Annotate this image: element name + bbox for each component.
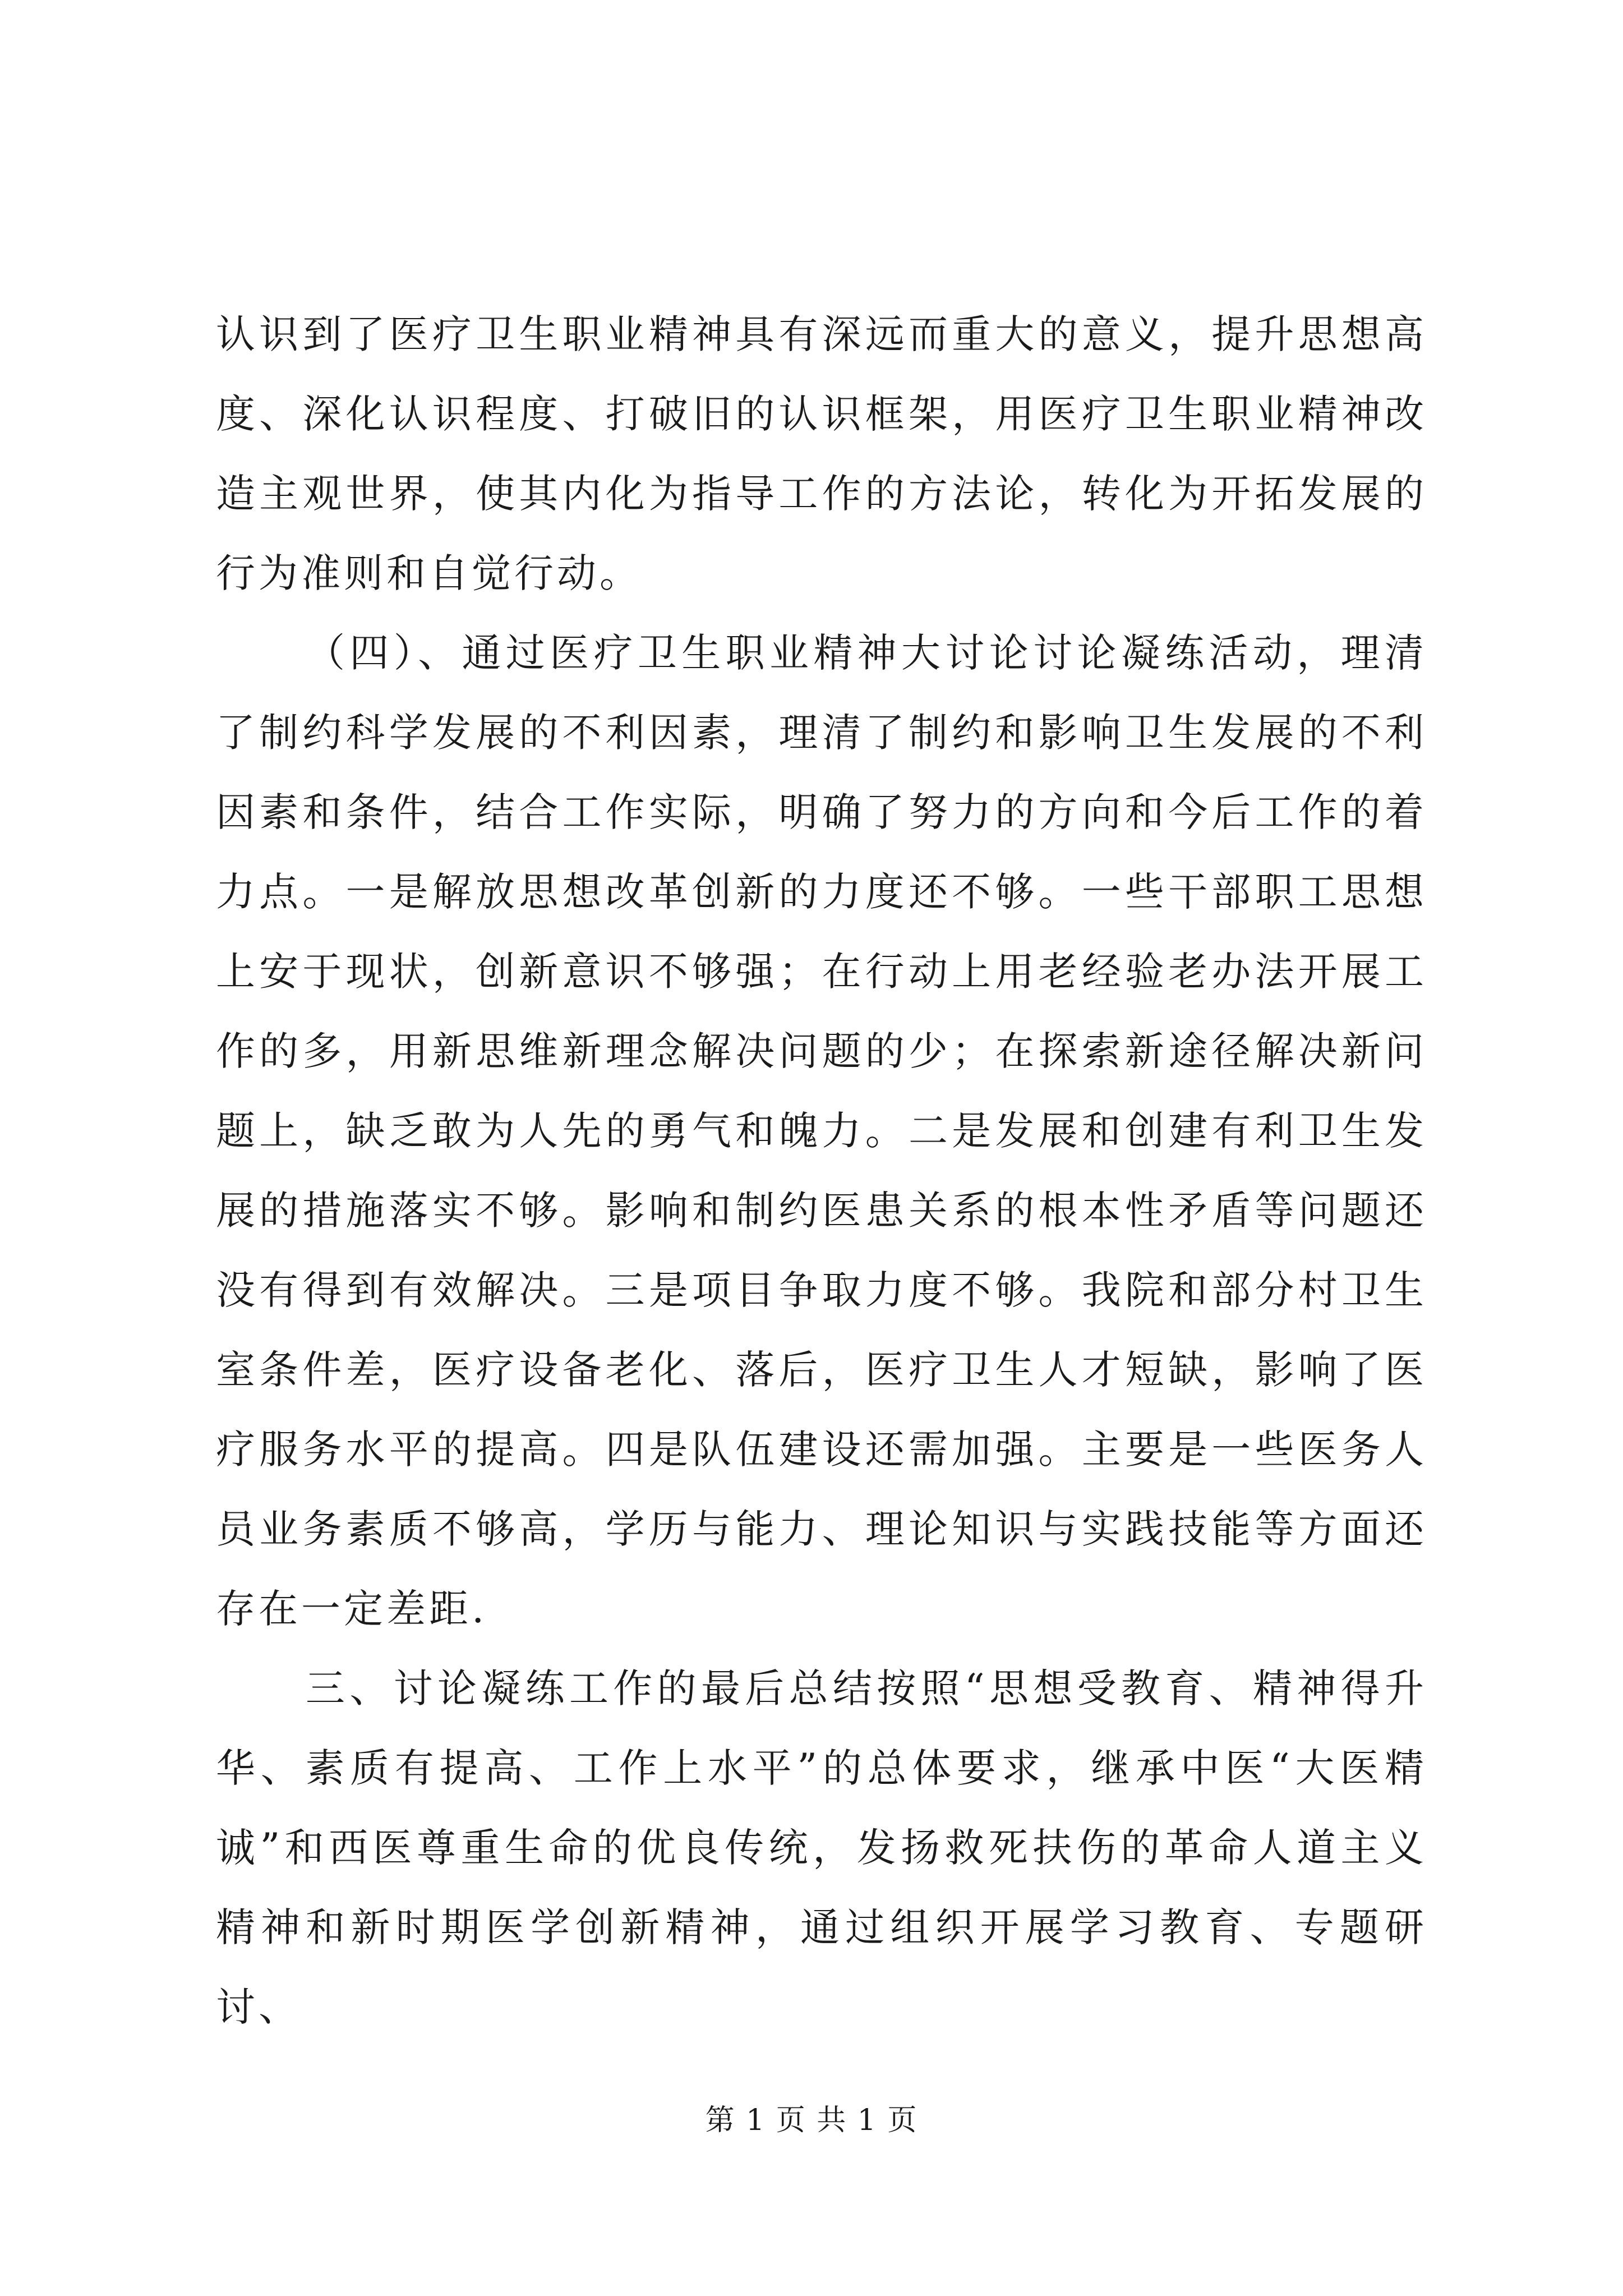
- paragraph-section-three-summary: 三、讨论凝练工作的最后总结按照“思想受教育、精神得升华、素质有提高、工作上水平”的总体要求，继承中医“大医精诚”和西医尊重生命的优良传统，发扬救死扶伤的革命人道主义精神和新时期医学创新精神，通过组织开展学习教育、专题研讨、: [216, 1665, 1427, 2030]
- document-body: [216, 295, 1427, 2047]
- page-footer: 第 1 页 共 1 页: [705, 2104, 918, 2137]
- paragraph-continuation: 认识到了医疗卫生职业精神具有深远而重大的意义，提升思想高度、深化认识程度、打破旧的认识框架，用医疗卫生职业精神改造主观世界，使其内化为指导工作的方法论，转化为开拓发展的行为准则和自觉行动。: [216, 311, 1427, 596]
- paragraph-section-four: （四）、通过医疗卫生职业精神大讨论讨论凝练活动，理清了制约科学发展的不利因素，理清了制约和影响卫生发展的不利因素和条件，结合工作实际，明确了努力的方向和今后工作的着力点。一是解放思想改革创新的力度还不够。一些干部职工思想上安于现状，创新意识不够强；在行动上用老经验老办法开展工作的多，用新思维新理念解决问题的少；在探索新途径解决新问题上，缺乏敢为人先的勇气和魄力。二是发展和创建有利卫生发展的措施落实不够。影响和制约医患关系的根本性矛盾等问题还没有得到有效解决。三是项目争取力度不够。我院和部分村卫生室条件差，医疗设备老化、落后，医疗卫生人才短缺，影响了医疗服务水平的提高。四是队伍建设还需加强。主要是一些医务人员业务素质不够高，学历与能力、理论知识与实践技能等方面还存在一定差距.: [216, 630, 1427, 1632]
